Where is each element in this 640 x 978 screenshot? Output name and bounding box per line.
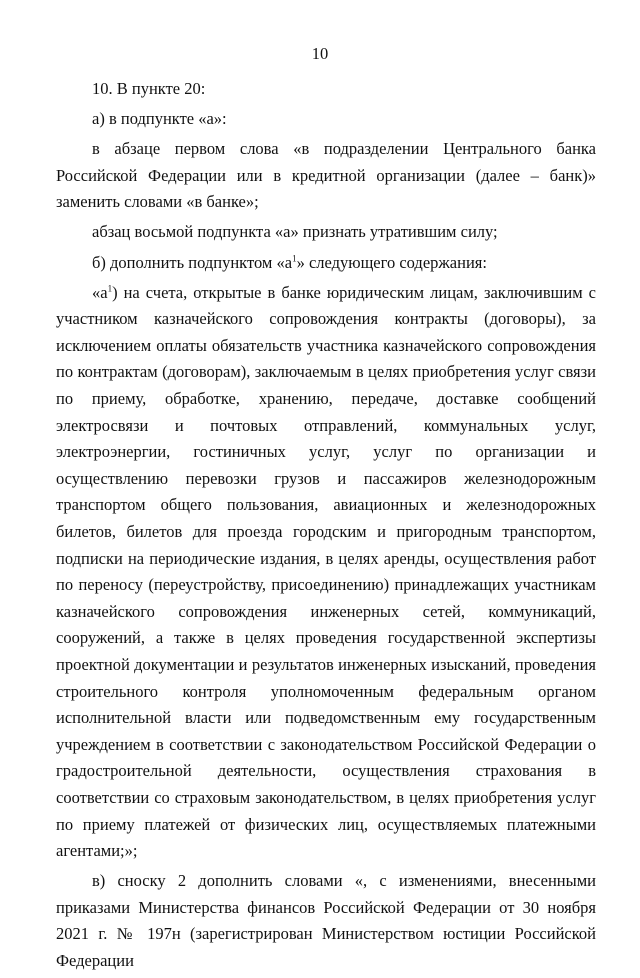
paragraph-subitem-b — [56, 250, 596, 277]
paragraph-new-subitem-a1 — [56, 280, 596, 865]
document-body — [56, 76, 596, 978]
page-number: 10 — [311, 44, 329, 63]
subitem-b-text-start: б) дополнить подпунктом «а — [92, 252, 293, 272]
paragraph-abzac-eight-void: абзац восьмой подпункта «а» признать утратившим силу; — [92, 222, 498, 242]
paragraph-amend-first-abzac: в абзаце первом слова «в подразделении Центрального банка Российской Федерации или в кредитной организации (далее – банк)» заменить словами «в банке»; — [56, 139, 596, 212]
subitem-b-superscript: 1 — [292, 253, 297, 264]
paragraph-subitem-v: в) сноску 2 дополнить словами «, с изменениями, внесенными приказами Министерства финансов Российской Федерации от 30 ноября 2021 г. № 197н (зарегистрирован Министерством юстиции Российской Федерации — [56, 871, 596, 970]
subitem-b-text-end: » следующего содержания: — [296, 252, 487, 272]
subitem-a1-text-end: ) на счета, открытые в банке юридическим лицам, заключившим с участником казначейского сопровождения контракты (договоры), за исключением оплаты обязательств участника казначейского сопровождения по контрактам (договорам), заключаемым в целях приобретения услуг связи по приему, обработке, хранению, передаче, доставке сообщений электросвязи и почтовых отправлений, коммунальных услуг, электроэнергии, гостиничных услуг, услуг по организации и осуществлению перевозки грузов и пассажиров железнодорожным транспортом общего пользования, авиационных и железнодорожных билетов, билетов для проезда городским и пригородным транспортом, подписки на периодические издания, в целях аренды, осуществления работ по переносу (переустройству, присоединению) принадлежащих участникам казначейского сопровождения инженерных сетей, коммуникаций, сооружений, а также в целях проведения государственной экспертизы проектной документации и результатов инженерных изысканий, проведения строительного контроля уполномоченным федеральным органом исполнительной власти или подведомственным ему государственным учреждением в соответствии с законодательством Российской Федерации о градостроительной деятельности, осуществления страхования в соответствии со страховым законодательством, в целях приобретения услуг по приему платежей от физических лиц, осуществляемых платежными агентами;»; — [56, 282, 596, 861]
paragraph-subitem-a: а) в подпункте «а»: — [92, 109, 227, 129]
paragraph-item-10: 10. В пункте 20: — [92, 79, 206, 98]
subitem-a1-superscript: 1 — [107, 283, 113, 294]
subitem-a1-text-start: «а — [92, 282, 108, 302]
